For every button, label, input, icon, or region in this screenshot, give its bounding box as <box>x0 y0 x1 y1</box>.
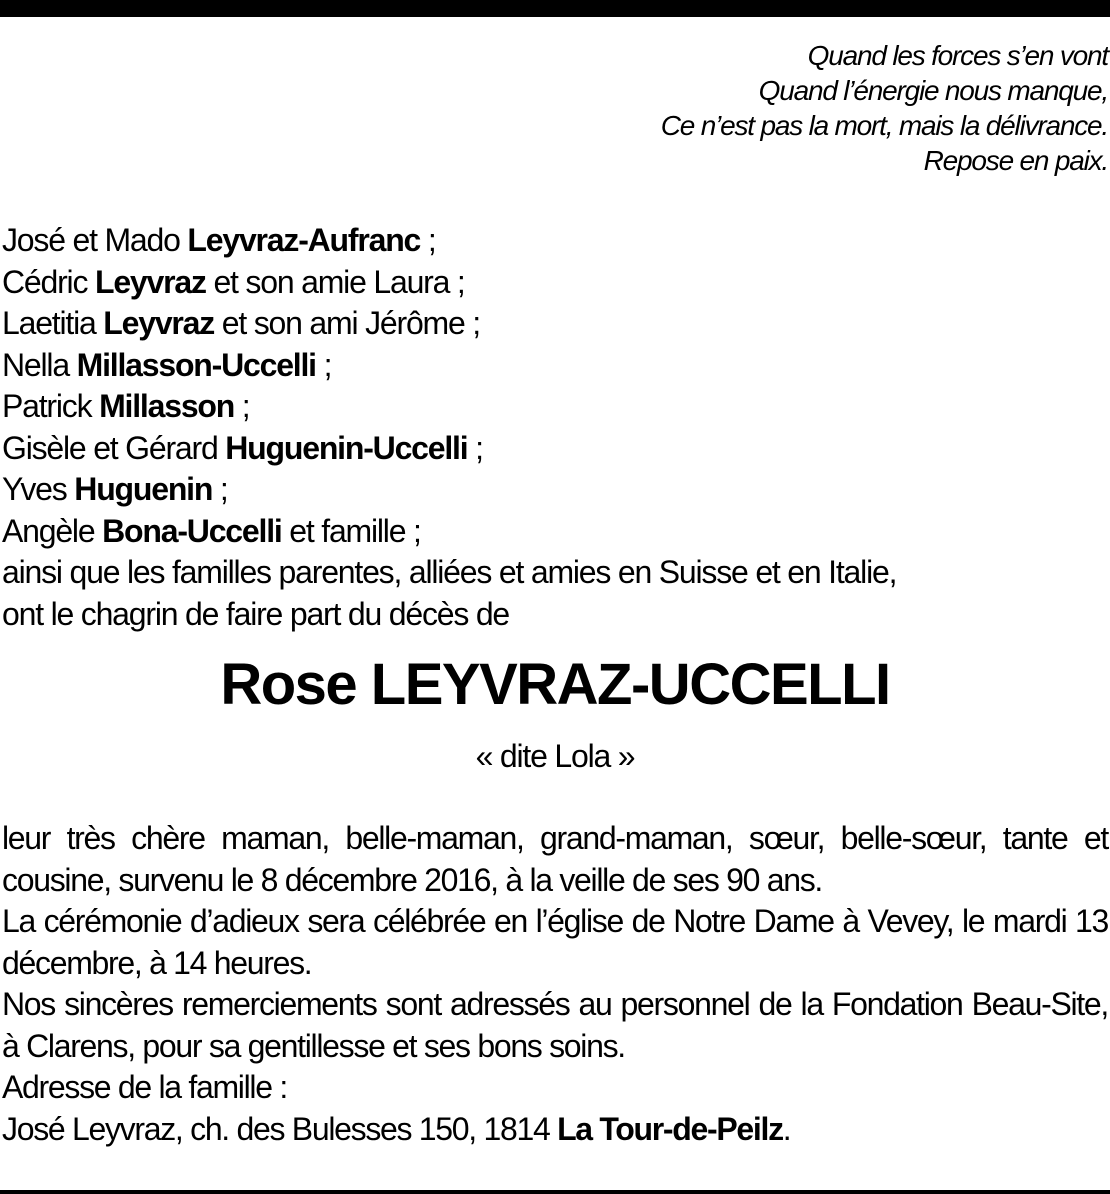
family-address: José Leyvraz, ch. des Bulesses 150, 1814 La Tour-de-Peilz. <box>2 1110 791 1147</box>
family-surname: Millasson-Uccelli <box>76 346 316 383</box>
deceased-nickname: « dite Lola » <box>475 738 635 774</box>
top-rule <box>0 0 1110 17</box>
family-line: Yves Huguenin ; <box>2 471 228 507</box>
poem-line: Quand les forces s’en vont <box>807 40 1108 71</box>
family-line: Cédric Leyvraz et son amie Laura ; <box>2 263 465 300</box>
address-town: La Tour-de-Peilz <box>557 1110 783 1147</box>
family-line: Nella Millasson-Uccelli ; <box>2 346 332 383</box>
family-line: Patrick Millasson ; <box>2 388 250 424</box>
family-line: José et Mado Leyvraz-Aufranc ; <box>2 222 436 258</box>
family-surname: Leyvraz <box>103 305 215 341</box>
family-list <box>2 220 896 635</box>
bottom-rule <box>0 1190 1110 1194</box>
family-surname: Leyvraz-Aufranc <box>187 222 421 258</box>
family-surname: Millasson <box>99 388 235 424</box>
relatives-line: ainsi que les familles parentes, alliées et amies en Suisse et en Italie, <box>2 554 897 590</box>
poem-line: Repose en paix. <box>923 145 1108 176</box>
deceased-name: Rose LEYVRAZ-UCCELLI <box>220 652 890 717</box>
family-line: Angèle Bona-Uccelli et famille ; <box>2 512 421 549</box>
thanks-paragraph: Nos sincères remerciements sont adressés au personnel de la Fondation Beau-Site, à Clarens, pour sa gentillesse et ses bons soins. <box>2 986 1108 1064</box>
family-line: Gisèle et Gérard Huguenin-Uccelli ; <box>2 429 483 466</box>
death-paragraph: leur très chère maman, belle-maman, grand-maman, sœur, belle-sœur, tante et cousine, survenu le 8 décembre 2016, à la veille de ses 90 ans. <box>2 820 1108 898</box>
obituary-body <box>2 818 1108 1150</box>
family-surname: Leyvraz <box>94 263 206 300</box>
family-surname: Bona-Uccelli <box>102 512 282 549</box>
ceremony-paragraph: La cérémonie d’adieux sera célébrée en l’église de Notre Dame à Vevey, le mardi 13 décembre, à 14 heures. <box>2 903 1108 981</box>
poem-line: Quand l’énergie nous manque, <box>758 75 1108 106</box>
family-line: Laetitia Leyvraz et son ami Jérôme ; <box>2 305 480 341</box>
family-surname: Huguenin <box>74 471 213 507</box>
poem-line: Ce n’est pas la mort, mais la délivrance. <box>660 110 1108 141</box>
family-surname: Huguenin-Uccelli <box>225 429 468 466</box>
address-label: Adresse de la famille : <box>2 1069 287 1105</box>
announce-line: ont le chagrin de faire part du décès de <box>2 595 510 632</box>
poem <box>661 38 1108 178</box>
